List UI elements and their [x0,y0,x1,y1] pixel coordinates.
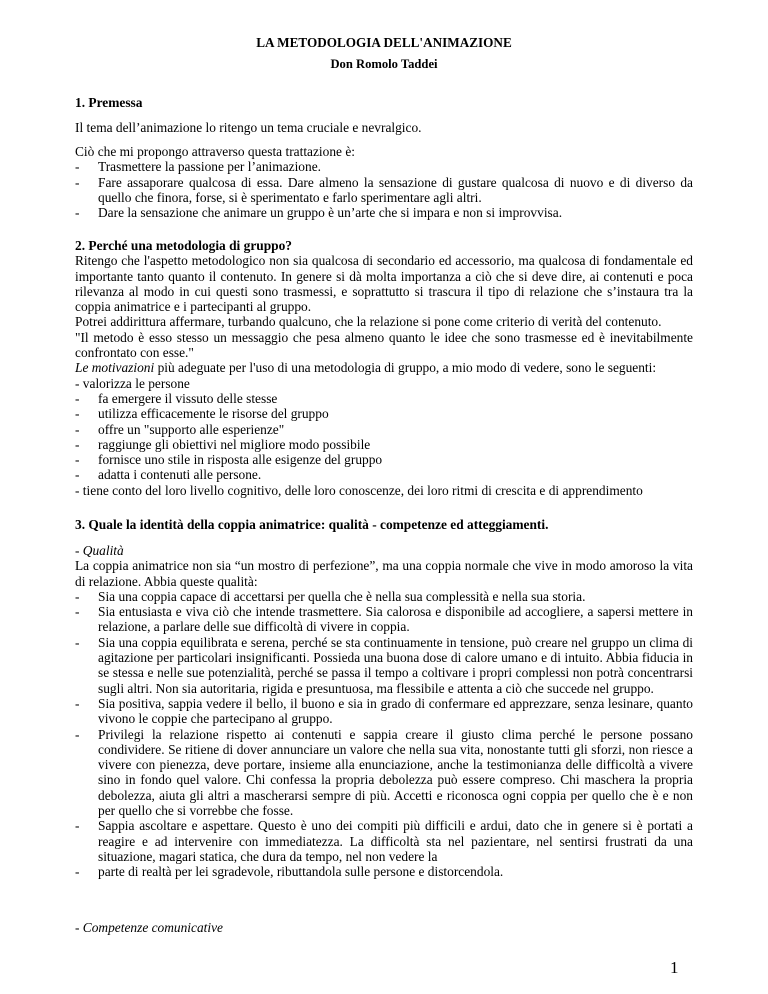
list-item: - Trasmettere la passione per l’animazione. [75,159,693,174]
section-3-subheading-2: - Competenze comunicative [75,920,223,935]
list-item: - valorizza le persone [75,375,190,391]
section-1-heading: 1. Premessa [75,95,143,110]
section-3-heading-block [75,517,693,532]
list-item: - Fare assaporare qualcosa di essa. Dare almeno la sensazione di gustare qualcosa di nuovo e di diverso da quello che finora, forse, si è sperimentato e farlo sperimentare agli altri. [75,175,693,206]
emphasis-text: Le motivazioni [75,360,155,376]
list-item: - raggiunge gli obiettivi nel migliore modo possibile [75,437,693,452]
section-1-list [75,159,693,220]
section-2-list [75,391,693,483]
subheading: - Qualità [75,543,124,558]
section-2 [75,238,693,498]
paragraph: Ritengo che l'aspetto metodologico non sia qualcosa di secondario ed accessorio, ma qualcosa di fondamentale ed importante tanto quanto il contenuto. In genere si dà molta importanza a ciò che si deve dire, ai contenuti e poca rilevanza al modo in cui questi sono trasmessi, e soprattutto si trascura il tipo di relazione che s’instaura tra la coppia animatrice e i partecipanti al gruppo. [75,253,693,315]
list-item: - utilizza efficacemente le risorse del gruppo [75,406,693,421]
document-title: LA METODOLOGIA DELL'ANIMAZIONE [256,35,512,50]
list-item: - Sia entusiasta e viva ciò che intende trasmettere. Sia calorosa e disponibile ad accogliere, a sapersi mettere in relazione, a parlare delle sue difficoltà di vivere in coppia. [75,604,693,635]
paragraph: Potrei addirittura affermare, turbando qualcuno, che la relazione si pone come criterio di verità del contenuto. [75,314,662,330]
list-item: - Sia una coppia equilibrata e serena, perché se sta continuamente in tensione, può creare nel gruppo un clima di agitazione per particolari insignificanti. Possieda una buona dose di calore umano e di intuito. Abbia fiducia in se stessa e nelle sue potenzialità, perché se passa il tempo a coltivare i propri complessi non potrà concentrarsi sugli altri. Non sia autoritaria, rigida e presuntuosa, ma flessibile e attenta a ciò che succede nel gruppo. [75,635,693,696]
section-3-heading: 3. Quale la identità della coppia animatrice: qualità - competenze ed atteggiamenti. [75,517,549,532]
section-3-body [75,543,693,880]
list-item: - offre un "supporto alle esperienze" [75,422,693,437]
section-3-list [75,589,693,880]
list-item: - Sappia ascoltare e aspettare. Questo è uno dei compiti più difficili e ardui, dato che in genere si è portati a reagire e ad intervenire con immediatezza. La difficoltà sta nel pazientare, nel sentirsi frustrati da una situazione, magari statica, che dura da tempo, nel non vedere la [75,818,693,864]
paragraph: Le motivazioni più adeguate per l'uso di una metodologia di gruppo, a mio modo di vedere, sono le seguenti: [75,360,657,376]
paragraph: La coppia animatrice non sia “un mostro di perfezione”, ma una coppia normale che vive in modo amoroso la vita di relazione. Abbia queste qualità: [75,558,693,589]
list-item: - Dare la sensazione che animare un gruppo è un’arte che si impara e non si improvvisa. [75,205,693,220]
list-item: - tiene conto del loro livello cognitivo, delle loro conoscenze, dei loro ritmi di crescita e di apprendimento [75,482,643,498]
list-item: - fornisce uno stile in risposta alle esigenze del gruppo [75,452,693,467]
section-1-intro: Il tema dell’animazione lo ritengo un tema cruciale e nevralgico. [75,120,422,135]
section-1-body: Ciò che mi propongo attraverso questa trattazione è: - Trasmettere la passione per l’animazione. - Fare assaporare qualcosa di essa. Dare almeno la sensazione di gustare qualcosa di nuovo e di diverso da quello che finora, forse, si è sperimentato e farlo sperimentare agli altri. - Dare la sensazione che animare un gruppo è un’arte che si impara e non si improvvisa. [75,144,693,220]
list-item: - parte di realtà per lei sgradevole, ributtandola sulle persone e distorcendola. [75,864,693,879]
list-item: - Privilegi la relazione rispetto ai contenuti e sappia creare il giusto clima perché le persone possano condividere. Se ritiene di dover annunciare un valore che nella sua vita, nonostante tutti gli sforzi, non riesce a vivere con pienezza, deve portare, insieme alla enunciazione, anche la testimonianza delle difficoltà a vivere sino in fondo quel valore. Chi confessa la propria debolezza può essere compreso. Chi maschera la propria debolezza, aiuta gli altri a mascherarsi sempre di più. Accetti e riconosca ogni coppia per quello che è e non per quello che si vorrebbe che fosse. [75,727,693,819]
list-item: - fa emergere il vissuto delle stesse [75,391,693,406]
document-author: Don Romolo Taddei [330,57,438,71]
list-item: - Sia una coppia capace di accettarsi per quella che è nella sua complessità e nella sua storia. [75,589,693,604]
list-item: - adatta i contenuti alle persone. [75,467,693,482]
section-2-heading: 2. Perché una metodologia di gruppo? [75,238,292,253]
page-number: 1 [670,958,679,977]
list-item: - Sia positiva, sappia vedere il bello, il buono e sia in grado di confermare ed apprezzare, senza lesinare, quanto vivono le coppie che partecipano al gruppo. [75,696,693,727]
paragraph: "Il metodo è esso stesso un messaggio che pesa almeno quanto le idee che sono trasmesse ed è inevitabilmente confrontato con esse." [75,329,693,361]
